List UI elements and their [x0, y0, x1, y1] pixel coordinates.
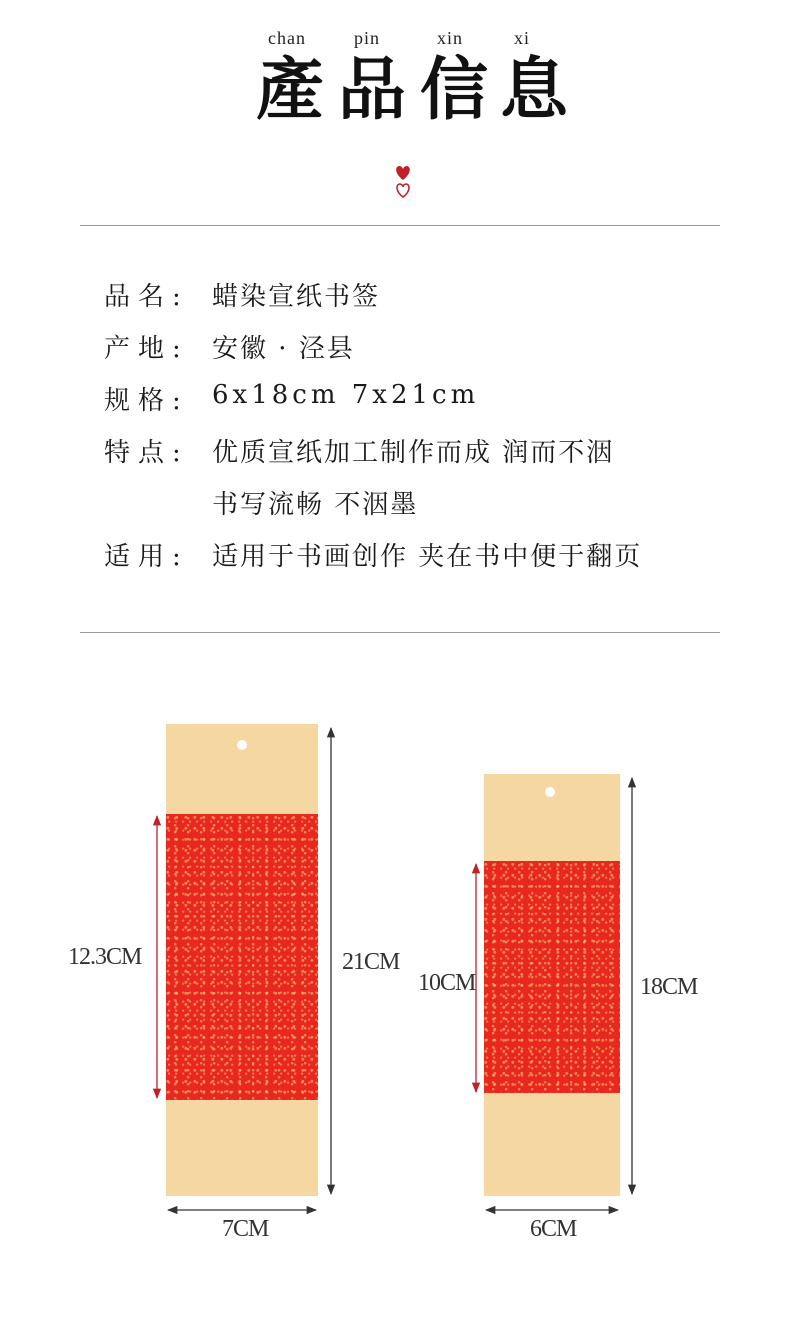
pinyin-4: xi: [514, 28, 531, 48]
value-usage: 适用于书画创作 夹在书中便于翻页: [212, 542, 643, 572]
large-total-height-label: 21CM: [342, 949, 400, 975]
value-feature-line2: 书写流畅 不洇墨: [212, 490, 419, 520]
title-char-3: 信: [420, 50, 489, 130]
value-feature: 优质宣纸加工制作而成 润而不洇: [212, 438, 615, 468]
title-char-4: 息: [500, 50, 569, 130]
value-name: 蜡染宣纸书签: [212, 282, 381, 312]
small-band-height-label: 10CM: [418, 970, 476, 996]
small-width-label: 6CM: [530, 1216, 577, 1242]
pinyin-1: chan: [268, 28, 306, 48]
label-feature: 特点:: [104, 438, 189, 468]
label-usage: 适用:: [104, 542, 189, 572]
label-name: 品名:: [104, 282, 189, 312]
title-char-2: 品: [338, 50, 407, 130]
value-spec: 6x18cm 7x21cm: [212, 380, 480, 410]
large-band-height-label: 12.3CM: [68, 944, 142, 970]
pinyin-2: pin: [354, 28, 381, 48]
pinyin-3: xin: [437, 28, 464, 48]
label-origin: 产地:: [104, 334, 189, 364]
small-total-height-label: 18CM: [640, 974, 698, 1000]
value-origin: 安徽 · 泾县: [212, 334, 355, 364]
title-char-1: 產: [256, 50, 325, 130]
large-width-label: 7CM: [222, 1216, 269, 1242]
label-spec: 规格:: [104, 386, 189, 416]
